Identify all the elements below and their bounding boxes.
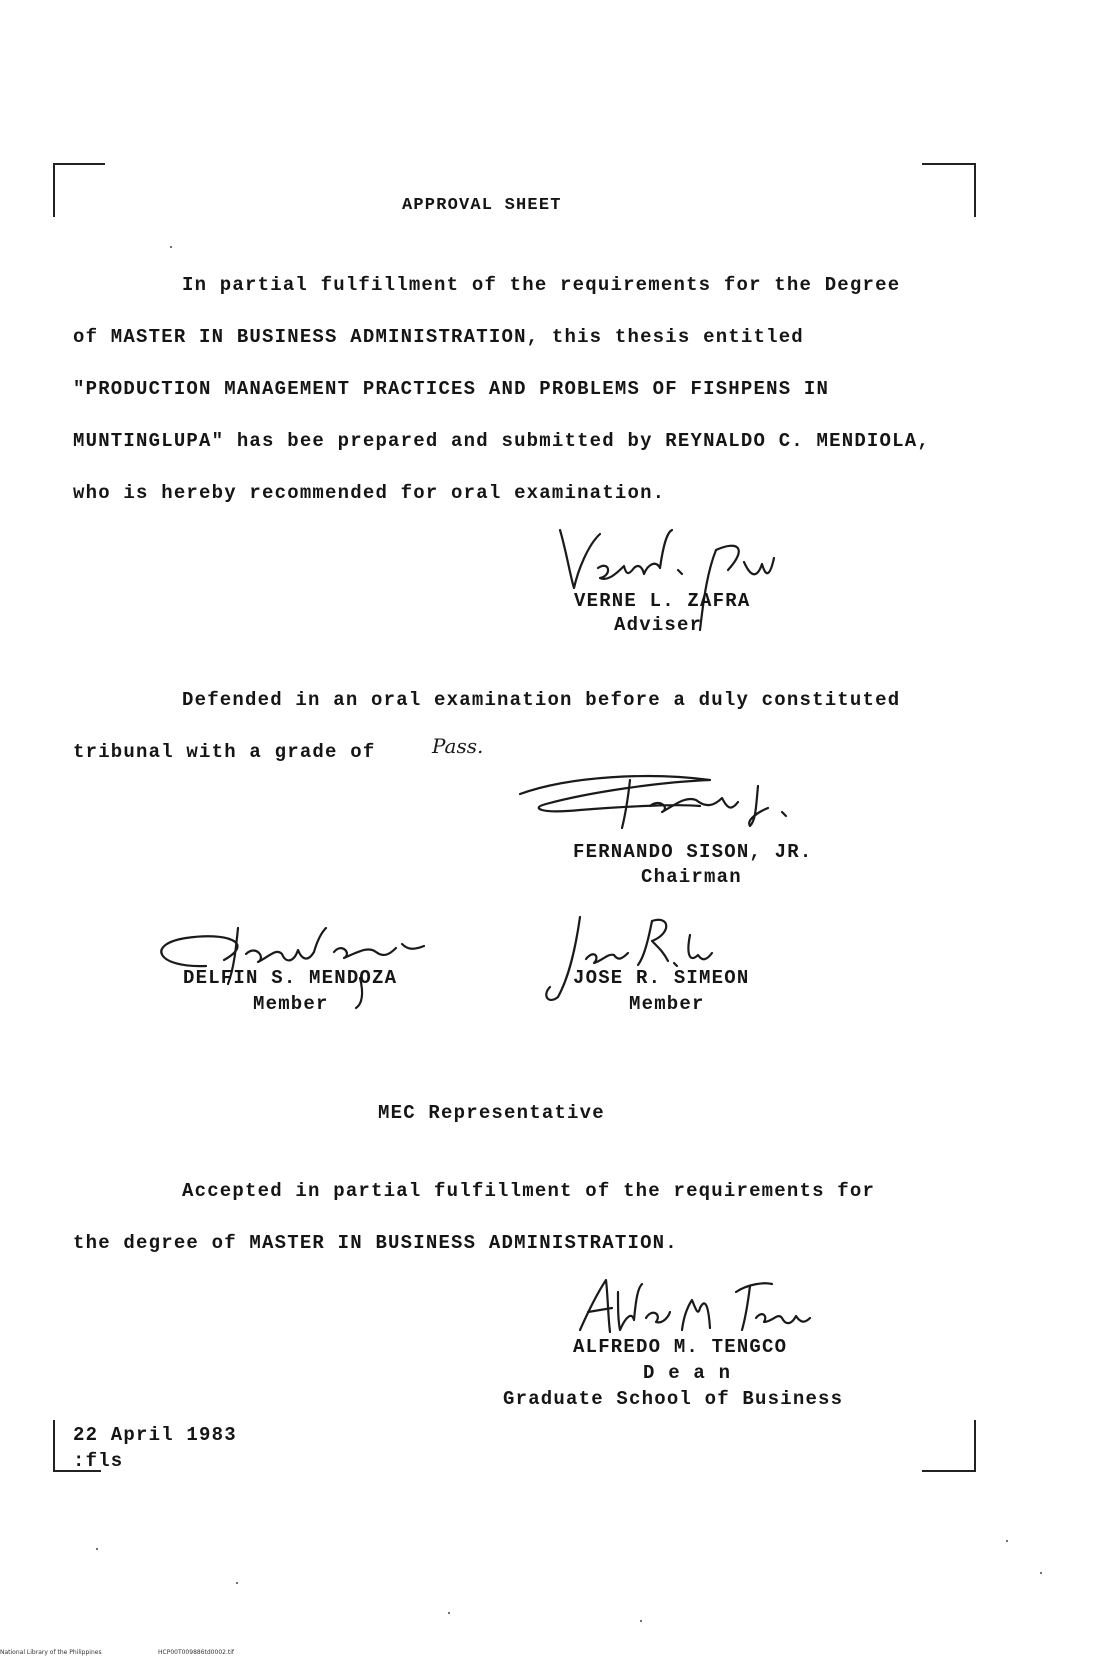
scan-speck [1040, 1572, 1042, 1574]
scan-speck [1006, 1540, 1008, 1542]
typist-initials: :fls [73, 1450, 124, 1472]
mec-representative-label: MEC Representative [378, 1102, 605, 1124]
paragraph1-line2: of MASTER IN BUSINESS ADMINISTRATION, this thesis entitled [73, 326, 804, 348]
paragraph2-line1: Defended in an oral examination before a duly constituted [182, 689, 901, 711]
crop-mark-top-right [922, 163, 976, 217]
scan-speck [448, 1612, 450, 1614]
footer-source: National Library of the Philippines [0, 1649, 102, 1656]
paragraph1-line4: MUNTINGLUPA" has bee prepared and submitted by REYNALDO C. MENDIOLA, [73, 430, 930, 452]
grade-handwritten: Pass. [432, 734, 484, 758]
dean-name: ALFREDO M. TENGCO [573, 1336, 788, 1358]
dean-signature [572, 1272, 822, 1342]
member2-name: JOSE R. SIMEON [573, 967, 750, 989]
member1-name: DELFIN S. MENDOZA [183, 967, 398, 989]
adviser-name: VERNE L. ZAFRA [574, 590, 751, 612]
member2-role: Member [629, 993, 705, 1015]
chairman-name: FERNANDO SISON, JR. [573, 841, 813, 863]
dean-role: D e a n [643, 1362, 732, 1384]
crop-mark-bottom-right [922, 1420, 976, 1472]
paragraph1-line3: "PRODUCTION MANAGEMENT PRACTICES AND PROBLEMS OF FISHPENS IN [73, 378, 830, 400]
paragraph2-line2: tribunal with a grade of [73, 741, 376, 763]
paragraph1-line5: who is hereby recommended for oral examination. [73, 482, 666, 504]
scan-speck [236, 1582, 238, 1584]
paragraph3-line2: the degree of MASTER IN BUSINESS ADMINISTRATION. [73, 1232, 678, 1254]
chairman-role: Chairman [641, 866, 742, 888]
member1-role: Member [253, 993, 329, 1015]
dean-unit: Graduate School of Business [503, 1388, 844, 1410]
document-date: 22 April 1983 [73, 1424, 237, 1446]
scan-speck [96, 1548, 98, 1550]
paragraph1-line1: In partial fulfillment of the requirements for the Degree [182, 274, 901, 296]
chairman-signature [510, 768, 840, 848]
crop-mark-top-left [53, 163, 105, 217]
scan-speck [640, 1620, 642, 1622]
document-title: APPROVAL SHEET [402, 196, 562, 215]
scan-speck [170, 246, 172, 248]
footer-filename: HCP00T009886td0002.tif [158, 1649, 234, 1656]
paragraph3-line1: Accepted in partial fulfillment of the requirements for [182, 1180, 876, 1202]
adviser-role: Adviser [614, 614, 703, 636]
